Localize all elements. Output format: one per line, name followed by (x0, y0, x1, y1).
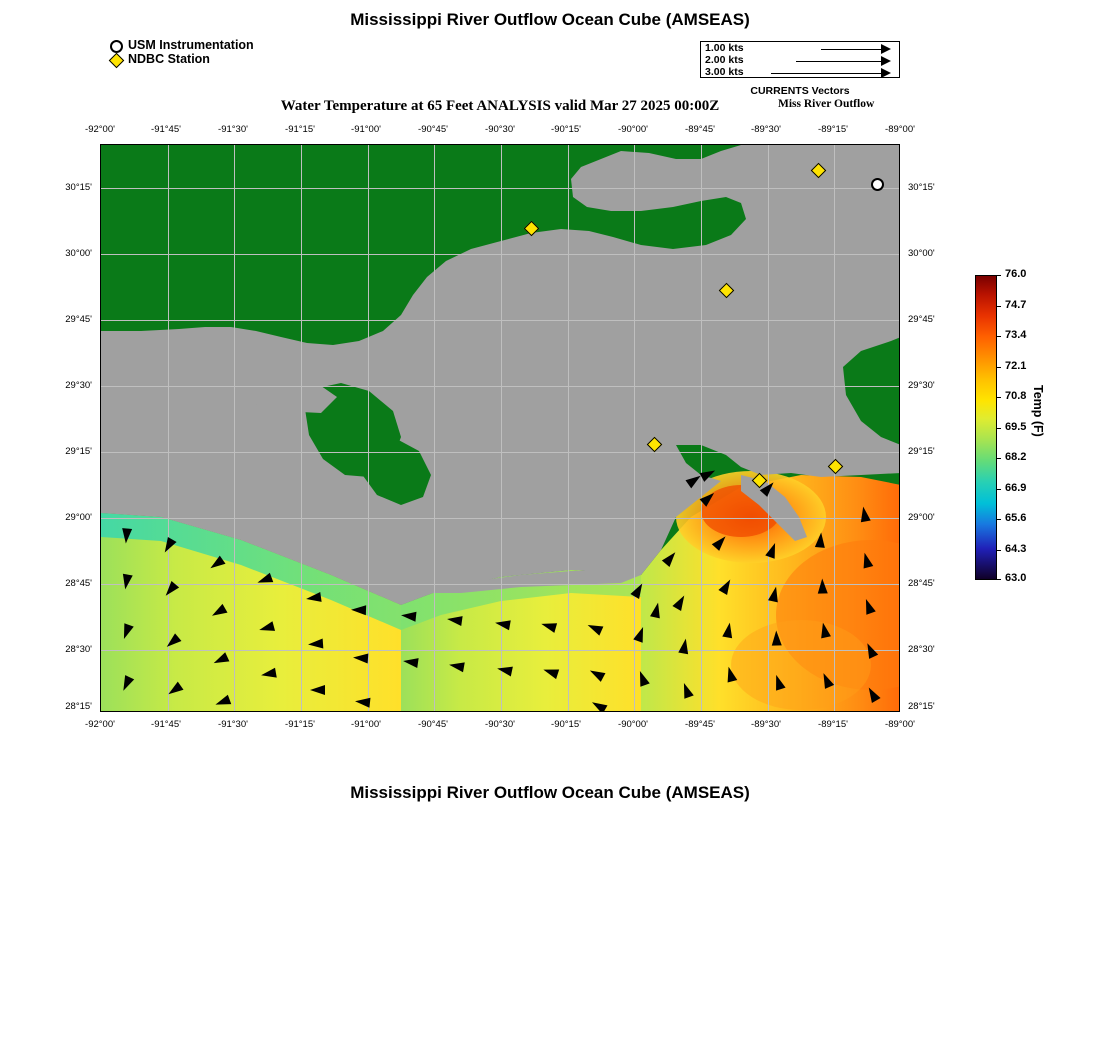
current-vector-arrow (308, 638, 324, 649)
axis-tick-lon-bottom: -91°15' (285, 719, 315, 730)
axis-tick-lat-left: 28°45' (65, 578, 92, 589)
vector-key-row (701, 67, 901, 79)
axis-tick-lat-right: 29°45' (908, 314, 935, 325)
axis-tick-lon-top: -90°45' (418, 124, 448, 135)
colorbar-tick-label: 73.4 (1005, 329, 1027, 341)
gridline-lat (101, 320, 900, 321)
vector-head-icon (881, 68, 891, 78)
axis-tick-lon-bottom: -89°30' (751, 719, 781, 730)
circle-marker-icon (110, 40, 123, 53)
colorbar-tick-label: 72.1 (1005, 359, 1027, 372)
axis-tick-lat-right: 28°30' (908, 644, 935, 655)
axis-tick-lon-bottom: -90°00' (618, 719, 648, 730)
axis-tick-lat-left: 29°00' (65, 512, 92, 523)
axis-tick-lat-left: 29°30' (65, 380, 92, 391)
gridline-lat (101, 452, 900, 453)
colorbar-tick (997, 306, 1001, 307)
current-vector-arrow (310, 685, 325, 695)
colorbar-tick-label: 74.7 (1005, 298, 1027, 311)
gridline-lat (101, 518, 900, 519)
axis-tick-lat-right: 29°15' (908, 446, 935, 457)
vector-shaft (796, 61, 881, 62)
axis-tick-lon-bottom: -92°00' (85, 719, 115, 730)
gridline-lon (768, 145, 769, 712)
colorbar-tick-label: 63.0 (1005, 572, 1027, 584)
axis-tick-lat-right: 29°30' (908, 380, 935, 391)
legend-ndbc-label: NDBC Station (128, 52, 210, 66)
axis-tick-lat-left: 29°15' (65, 446, 92, 457)
axis-tick-lon-bottom: -90°30' (485, 719, 515, 730)
colorbar-tick (997, 275, 1001, 276)
current-vector-arrow (351, 605, 366, 616)
colorbar-tick (997, 367, 1001, 368)
gridline-lat (101, 584, 900, 585)
outflow-label: Miss River Outflow (778, 98, 875, 110)
axis-tick-lon-top: -91°00' (351, 124, 381, 135)
axis-tick-lat-left: 29°45' (65, 314, 92, 325)
colorbar-tick (997, 579, 1001, 580)
axis-tick-lon-top: -91°15' (285, 124, 315, 135)
gridline-lat (101, 188, 900, 189)
vector-head-icon (881, 44, 891, 54)
gridline-lat (101, 386, 900, 387)
gridline-lat (101, 650, 900, 651)
axis-tick-lon-top: -89°45' (685, 124, 715, 135)
vector-key-box (700, 41, 900, 78)
axis-tick-lon-top: -90°15' (551, 124, 581, 135)
diamond-marker-icon (109, 53, 125, 69)
colorbar-tick-label: 66.9 (1005, 481, 1027, 494)
map-layers (101, 145, 899, 711)
axis-tick-lon-top: -89°30' (751, 124, 781, 135)
axis-tick-lon-top: -90°30' (485, 124, 515, 135)
colorbar-tick-label: 70.8 (1005, 390, 1027, 402)
colorbar-title: Temp (F) (1031, 385, 1045, 437)
vector-head-icon (881, 56, 891, 66)
axis-tick-lat-right: 28°15' (908, 701, 935, 712)
axis-tick-lat-right: 30°15' (908, 182, 935, 193)
colorbar-tick-label: 69.5 (1005, 420, 1027, 433)
current-vector-arrow (446, 614, 462, 626)
axis-tick-lon-bottom: -91°45' (151, 719, 181, 730)
axis-tick-lon-bottom: -91°00' (351, 719, 381, 730)
current-vector-arrow (815, 532, 826, 548)
legend-usm-label: USM Instrumentation (128, 38, 254, 52)
colorbar-tick-label: 64.3 (1005, 542, 1027, 555)
vector-key-caption: CURRENTS Vectors (750, 85, 850, 97)
axis-tick-lon-top: -91°30' (218, 124, 248, 135)
axis-tick-lon-top: -90°00' (618, 124, 648, 135)
current-vector-arrow (817, 578, 828, 593)
vector-key-label: 2.00 kts (705, 54, 744, 66)
current-vector-arrow (305, 592, 321, 604)
vector-shaft (771, 73, 881, 74)
colorbar-tick (997, 458, 1001, 459)
colorbar-tick (997, 428, 1001, 429)
vector-shaft (821, 49, 881, 50)
axis-tick-lon-bottom: -90°15' (551, 719, 581, 730)
axis-tick-lon-top: -92°00' (85, 124, 115, 135)
page-title: Mississippi River Outflow Ocean Cube (AMSEAS) (350, 10, 750, 29)
axis-tick-lon-top: -89°00' (885, 124, 915, 135)
gridline-lon (701, 145, 702, 712)
colorbar-tick (997, 550, 1001, 551)
colorbar-tick-label: 65.6 (1005, 512, 1027, 524)
axis-tick-lat-left: 30°15' (65, 182, 92, 193)
chart-subtitle: Water Temperature at 65 Feet ANALYSIS valid Mar 27 2025 00:00Z (280, 98, 720, 114)
axis-tick-lon-bottom: -90°45' (418, 719, 448, 730)
axis-tick-lat-right: 29°00' (908, 512, 935, 523)
current-vector-arrow (353, 652, 369, 663)
gridline-lon (434, 145, 435, 712)
colorbar-gradient (975, 275, 997, 580)
axis-tick-lon-top: -89°15' (818, 124, 848, 135)
axis-tick-lon-top: -91°45' (151, 124, 181, 135)
gridline-lon (368, 145, 369, 712)
axis-tick-lat-left: 28°30' (65, 644, 92, 655)
axis-tick-lat-right: 28°45' (908, 578, 935, 589)
axis-tick-lat-right: 30°00' (908, 248, 935, 259)
bottom-title: Mississippi River Outflow Ocean Cube (AMSEAS) (350, 783, 750, 802)
colorbar-tick-label: 76.0 (1005, 268, 1027, 280)
axis-tick-lat-left: 30°00' (65, 248, 92, 259)
gridline-lon (234, 145, 235, 712)
current-vector-arrow (771, 630, 782, 645)
axis-tick-lon-bottom: -89°15' (818, 719, 848, 730)
colorbar-tick (997, 336, 1001, 337)
gridline-lon (568, 145, 569, 712)
gridline-lat (101, 254, 900, 255)
colorbar-tick-label: 68.2 (1005, 451, 1027, 463)
map-canvas[interactable] (100, 144, 900, 712)
gridline-lon (834, 145, 835, 712)
gridline-lon (301, 145, 302, 712)
colorbar-tick (997, 519, 1001, 520)
current-vector-arrow (401, 610, 417, 622)
axis-tick-lat-left: 28°15' (65, 701, 92, 712)
colorbar-tick (997, 489, 1001, 490)
vector-key-label: 3.00 kts (705, 66, 744, 78)
current-vector-arrow (355, 696, 371, 708)
gridline-lon (168, 145, 169, 712)
current-vector-arrow (402, 656, 418, 668)
axis-tick-lon-bottom: -89°45' (685, 719, 715, 730)
axis-tick-lon-bottom: -89°00' (885, 719, 915, 730)
vector-key-label: 1.00 kts (705, 42, 744, 54)
current-vector-arrow (121, 528, 132, 544)
circle-marker-icon[interactable] (871, 178, 884, 191)
colorbar-tick (997, 397, 1001, 398)
axis-tick-lon-bottom: -91°30' (218, 719, 248, 730)
gridline-lon (634, 145, 635, 712)
